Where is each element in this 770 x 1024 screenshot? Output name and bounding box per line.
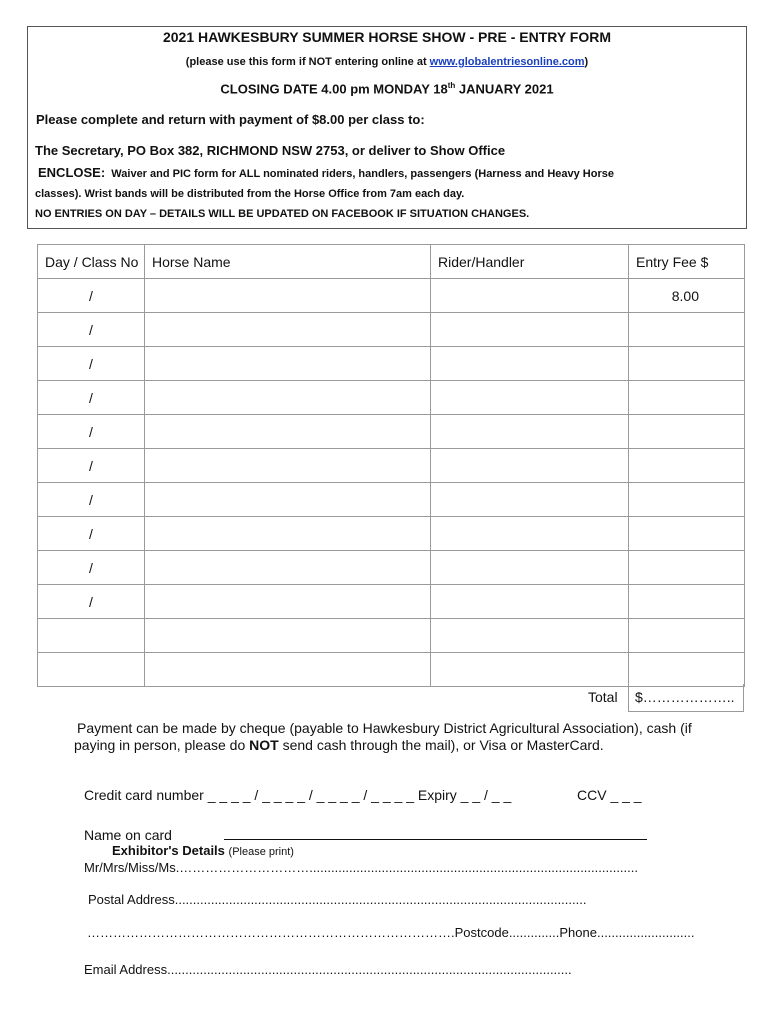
column-header-rider: Rider/Handler bbox=[431, 245, 629, 279]
class-cell[interactable]: / bbox=[38, 483, 145, 517]
table-row bbox=[38, 347, 745, 381]
online-note-close: ) bbox=[584, 56, 589, 68]
fee-cell[interactable] bbox=[629, 415, 745, 449]
postal-address: The Secretary, PO Box 382, RICHMOND NSW 2753, or deliver to Show Office bbox=[35, 143, 506, 158]
table-row bbox=[38, 517, 745, 551]
rider-cell[interactable] bbox=[431, 279, 629, 313]
fee-cell[interactable] bbox=[629, 313, 745, 347]
class-cell[interactable]: / bbox=[38, 517, 145, 551]
class-cell[interactable]: / bbox=[38, 415, 145, 449]
enclose-note bbox=[38, 165, 614, 180]
horse-name-cell[interactable] bbox=[145, 619, 431, 653]
table-row bbox=[38, 619, 745, 653]
fee-cell[interactable] bbox=[629, 347, 745, 381]
horse-name-cell[interactable] bbox=[145, 415, 431, 449]
class-cell[interactable]: / bbox=[38, 449, 145, 483]
exhibitor-details-heading bbox=[112, 843, 294, 858]
horse-name-cell[interactable] bbox=[145, 313, 431, 347]
horse-name-cell[interactable] bbox=[145, 653, 431, 687]
entries-table bbox=[37, 244, 745, 687]
payment-line2-end: send cash through the mail), or Visa or MasterCard. bbox=[278, 737, 604, 753]
no-entries-note: NO ENTRIES ON DAY – DETAILS WILL BE UPDATED ON FACEBOOK IF SITUATION CHANGES. bbox=[35, 208, 530, 220]
name-on-card-field[interactable] bbox=[224, 839, 647, 840]
horse-name-cell[interactable] bbox=[145, 347, 431, 381]
rider-cell[interactable] bbox=[431, 313, 629, 347]
online-note bbox=[28, 56, 746, 68]
rider-cell[interactable] bbox=[431, 415, 629, 449]
payment-instruction: Please complete and return with payment of $8.00 per class to: bbox=[36, 112, 425, 127]
closing-date-suffix: th bbox=[447, 81, 456, 90]
form-title: 2021 HAWKESBURY SUMMER HORSE SHOW - PRE - ENTRY FORM bbox=[162, 29, 612, 45]
rider-cell[interactable] bbox=[431, 483, 629, 517]
closing-date bbox=[28, 81, 746, 96]
horse-name-cell[interactable] bbox=[145, 551, 431, 585]
table-row bbox=[38, 585, 745, 619]
column-header-class: Day / Class No bbox=[38, 245, 145, 279]
fee-cell[interactable] bbox=[629, 483, 745, 517]
table-row bbox=[38, 551, 745, 585]
table-row bbox=[38, 313, 745, 347]
horse-name-cell[interactable] bbox=[145, 483, 431, 517]
payment-line2-text: paying in person, please do bbox=[74, 737, 250, 753]
table-row bbox=[38, 415, 745, 449]
class-cell[interactable]: / bbox=[38, 381, 145, 415]
rider-cell[interactable] bbox=[431, 381, 629, 415]
class-cell[interactable]: / bbox=[38, 585, 145, 619]
horse-name-cell[interactable] bbox=[145, 449, 431, 483]
fee-cell[interactable] bbox=[629, 449, 745, 483]
fee-cell[interactable]: 8.00 bbox=[629, 279, 745, 313]
rider-cell[interactable] bbox=[431, 653, 629, 687]
column-header-horse: Horse Name bbox=[145, 245, 431, 279]
closing-date-text: CLOSING DATE 4.00 pm MONDAY 18 bbox=[220, 81, 448, 97]
table-row bbox=[38, 279, 745, 313]
class-cell[interactable]: / bbox=[38, 551, 145, 585]
payment-methods-line1: Payment can be made by cheque (payable to Hawkesbury District Agricultural Association), cash (if bbox=[77, 720, 692, 736]
total-label: Total bbox=[588, 689, 618, 705]
class-cell[interactable]: / bbox=[38, 279, 145, 313]
class-cell[interactable] bbox=[38, 619, 145, 653]
enclose-text: Waiver and PIC form for ALL nominated riders, handlers, passengers (Harness and Heavy Horse bbox=[111, 168, 614, 180]
payment-methods-line2 bbox=[74, 737, 604, 753]
postal-address-field[interactable]: Postal Address.................................................................................................................. bbox=[88, 892, 587, 907]
rider-cell[interactable] bbox=[431, 449, 629, 483]
enclose-note-cont: classes). Wrist bands will be distributed from the Horse Office from 7am each day. bbox=[35, 188, 465, 200]
column-header-fee: Entry Fee $ bbox=[629, 245, 745, 279]
total-value[interactable]: $……………….. bbox=[628, 684, 744, 712]
fee-cell[interactable] bbox=[629, 619, 745, 653]
email-address-field[interactable]: Email Address................................................................................................................ bbox=[84, 962, 572, 977]
table-row bbox=[38, 483, 745, 517]
exhibitor-heading-text: Exhibitor's Details bbox=[112, 843, 225, 858]
fee-cell[interactable] bbox=[629, 517, 745, 551]
header-box bbox=[27, 26, 747, 229]
class-cell[interactable]: / bbox=[38, 347, 145, 381]
closing-date-month: JANUARY 2021 bbox=[455, 81, 554, 97]
exhibitor-heading-note: (Please print) bbox=[228, 846, 294, 858]
horse-name-cell[interactable] bbox=[145, 517, 431, 551]
rider-cell[interactable] bbox=[431, 517, 629, 551]
horse-name-cell[interactable] bbox=[145, 381, 431, 415]
exhibitor-name-field[interactable]: Mr/Mrs/Miss/Ms.…………………………........................................................................................... bbox=[84, 860, 638, 875]
online-entry-link[interactable]: www.globalentriesonline.com bbox=[429, 56, 585, 68]
horse-name-cell[interactable] bbox=[145, 279, 431, 313]
ccv-field[interactable]: CCV _ _ _ bbox=[577, 787, 642, 803]
rider-cell[interactable] bbox=[431, 551, 629, 585]
class-cell[interactable] bbox=[38, 653, 145, 687]
class-cell[interactable]: / bbox=[38, 313, 145, 347]
enclose-label: ENCLOSE: bbox=[38, 165, 106, 180]
rider-cell[interactable] bbox=[431, 619, 629, 653]
credit-card-number-field[interactable]: Credit card number _ _ _ _ / _ _ _ _ / _ _ _ _ / _ _ _ _ Expiry _ _ / _ _ bbox=[84, 787, 512, 803]
table-row bbox=[38, 653, 745, 687]
name-on-card-label: Name on card bbox=[84, 827, 172, 843]
table-header-row bbox=[38, 245, 745, 279]
rider-cell[interactable] bbox=[431, 585, 629, 619]
fee-cell[interactable] bbox=[629, 653, 745, 687]
online-note-text: (please use this form if NOT entering online at bbox=[185, 56, 430, 68]
horse-name-cell[interactable] bbox=[145, 585, 431, 619]
fee-cell[interactable] bbox=[629, 585, 745, 619]
fee-cell[interactable] bbox=[629, 551, 745, 585]
payment-line2-emphasis: NOT bbox=[249, 737, 279, 753]
postcode-phone-field[interactable]: ………………………………………………………………………….Postcode..............Phone........................... bbox=[87, 925, 695, 940]
table-row bbox=[38, 449, 745, 483]
rider-cell[interactable] bbox=[431, 347, 629, 381]
fee-cell[interactable] bbox=[629, 381, 745, 415]
table-row bbox=[38, 381, 745, 415]
